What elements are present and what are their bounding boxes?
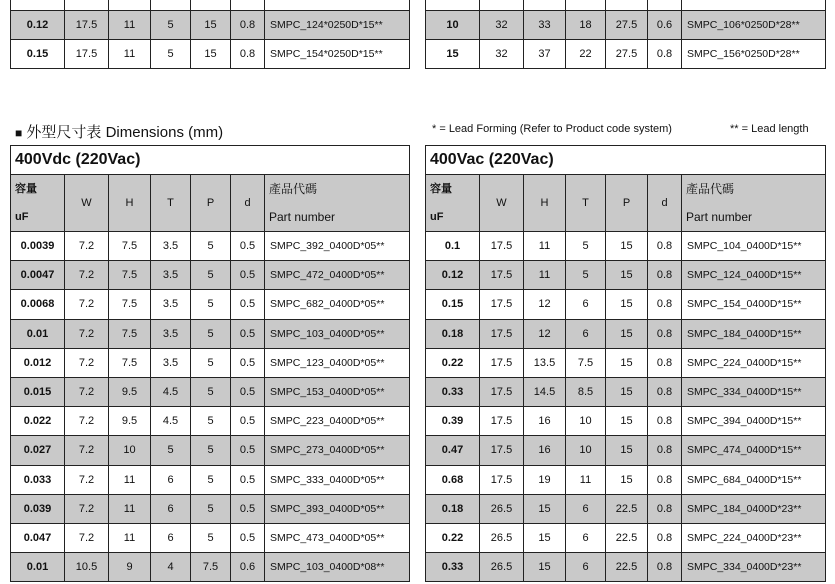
cell-h: 9 — [109, 553, 151, 582]
cell-d: 0.8 — [231, 11, 265, 40]
cell-p: 15 — [606, 407, 648, 436]
cell-t: 6 — [566, 319, 606, 348]
cell-w: 7.2 — [65, 436, 109, 465]
table-row — [426, 436, 826, 465]
table-header-row — [11, 175, 410, 232]
cell-d: 0.5 — [231, 494, 265, 523]
table-row — [11, 319, 410, 348]
header-part-number: 產品代碼 Part number — [682, 175, 826, 232]
cell-capacity: 0.01 — [11, 319, 65, 348]
cell-t: 18 — [566, 11, 606, 40]
cell-w: 17.5 — [480, 261, 524, 290]
cell-part-number: SMPC_473_0400D*05** — [265, 523, 410, 552]
cell-capacity: 0.022 — [11, 407, 65, 436]
table-row — [426, 261, 826, 290]
table-row — [426, 494, 826, 523]
cell-capacity: 0.15 — [426, 290, 480, 319]
cell-p: 15 — [606, 261, 648, 290]
cell-w: 17.5 — [480, 290, 524, 319]
header-d: d — [648, 175, 682, 232]
table-row — [426, 0, 826, 11]
cell-w: 7.2 — [65, 261, 109, 290]
cell-w: 17.5 — [480, 465, 524, 494]
cell-p: 15 — [606, 290, 648, 319]
cell-capacity: 0.015 — [11, 377, 65, 406]
table-header-row — [426, 175, 826, 232]
table-row — [11, 407, 410, 436]
cell-h: 11 — [524, 261, 566, 290]
table-row — [11, 290, 410, 319]
table-row — [426, 40, 826, 69]
cell-h: 15 — [524, 553, 566, 582]
cell-t: 3.5 — [151, 319, 191, 348]
cell-capacity: 0.039 — [11, 494, 65, 523]
table-row — [11, 553, 410, 582]
left-table-body — [11, 175, 410, 582]
cell-w: 17.5 — [480, 407, 524, 436]
cell-w: 10.5 — [65, 553, 109, 582]
cell-t: 6 — [566, 553, 606, 582]
cell-part-number: SMPC_103_0400D*05** — [265, 319, 410, 348]
cell-h: 15 — [524, 523, 566, 552]
cell-h: 7.5 — [109, 261, 151, 290]
cell-t: 6 — [151, 494, 191, 523]
cell-h: 11 — [524, 232, 566, 261]
table-row — [11, 348, 410, 377]
cell-t: 5 — [151, 436, 191, 465]
cell-d: 0.8 — [648, 436, 682, 465]
section-title: 外型尺寸表 Dimensions (mm) — [26, 124, 224, 141]
cell-d: 0.8 — [648, 232, 682, 261]
cell-t: 8.5 — [566, 377, 606, 406]
header-w: W — [480, 175, 524, 232]
cell-w: 26.5 — [480, 553, 524, 582]
cell-part-number: SMPC_224_0400D*23** — [682, 523, 826, 552]
cell-capacity: 0.47 — [426, 436, 480, 465]
cell-p: 5 — [191, 377, 231, 406]
cell-capacity: 0.33 — [426, 553, 480, 582]
cell-p: 5 — [191, 261, 231, 290]
cell-d: 0.5 — [231, 436, 265, 465]
cell-t: 10 — [566, 436, 606, 465]
header-t: T — [151, 175, 191, 232]
cell-d: 0.5 — [231, 261, 265, 290]
cell-t: 6 — [151, 465, 191, 494]
cell-d: 0.8 — [648, 261, 682, 290]
cell-part-number: SMPC_472_0400D*05** — [265, 261, 410, 290]
table-row — [11, 232, 410, 261]
cell-w: 32 — [480, 40, 524, 69]
cell-p: 15 — [606, 436, 648, 465]
cell-d: 0.8 — [648, 290, 682, 319]
cell-h: 12 — [524, 319, 566, 348]
cell-d: 0.6 — [231, 553, 265, 582]
cell-p: 5 — [191, 348, 231, 377]
cell-d: 0.5 — [231, 290, 265, 319]
cell-p: 15 — [191, 11, 231, 40]
cell-part-number: SMPC_184_0400D*23** — [682, 494, 826, 523]
cell-d: 0.8 — [648, 407, 682, 436]
cell-h: 11 — [109, 11, 151, 40]
cell-w: 7.2 — [65, 319, 109, 348]
cell-h: 37 — [524, 40, 566, 69]
cell-capacity: 0.22 — [426, 523, 480, 552]
header-capacity: 容量 uF — [11, 175, 65, 232]
cell-part-number: SMPC_334_0400D*15** — [682, 377, 826, 406]
cell-w: 7.2 — [65, 407, 109, 436]
cell-part-number: SMPC_474_0400D*15** — [682, 436, 826, 465]
cell-capacity: 0.047 — [11, 523, 65, 552]
cell-t: 22 — [566, 40, 606, 69]
left-dimensions-table — [10, 174, 410, 582]
cell-part-number: SMPC_224_0400D*15** — [682, 348, 826, 377]
left-table-title: 400Vdc (220Vac) — [10, 145, 410, 175]
cell-d: 0.8 — [648, 40, 682, 69]
cell-capacity: 0.01 — [11, 553, 65, 582]
cell-h: 13.5 — [524, 348, 566, 377]
table-row — [11, 261, 410, 290]
cell-w: 7.2 — [65, 290, 109, 319]
table-row — [11, 40, 410, 69]
cell-capacity: 0.12 — [426, 261, 480, 290]
cell-part-number: SMPC_184_0400D*15** — [682, 319, 826, 348]
cell-part-number: SMPC_153_0400D*05** — [265, 377, 410, 406]
cell-capacity: 0.033 — [11, 465, 65, 494]
cell-h: 11 — [109, 465, 151, 494]
cell-w: 17.5 — [480, 377, 524, 406]
cell-t: 6 — [151, 523, 191, 552]
cell-t: 7.5 — [566, 348, 606, 377]
table-row — [426, 377, 826, 406]
cell-w: 7.2 — [65, 348, 109, 377]
cell-p: 5 — [191, 232, 231, 261]
cell-t: 3.5 — [151, 290, 191, 319]
cell-p: 15 — [606, 319, 648, 348]
header-p: P — [606, 175, 648, 232]
cell-w: 7.2 — [65, 377, 109, 406]
cell-p: 15 — [606, 377, 648, 406]
cell-d: 0.8 — [648, 319, 682, 348]
cell-capacity: 0.12 — [11, 11, 65, 40]
cell-part-number: SMPC_392_0400D*05** — [265, 232, 410, 261]
cell-t: 4 — [151, 553, 191, 582]
cell-capacity: 0.68 — [426, 465, 480, 494]
cell-h: 14.5 — [524, 377, 566, 406]
cell-h: 16 — [524, 436, 566, 465]
top-right-table — [425, 0, 826, 69]
cell-h: 9.5 — [109, 377, 151, 406]
cell-p: 5 — [191, 290, 231, 319]
cell-d: 0.5 — [231, 232, 265, 261]
cell-d: 0.5 — [231, 348, 265, 377]
cell-t: 10 — [566, 407, 606, 436]
cell-part-number: SMPC_684_0400D*15** — [682, 465, 826, 494]
cell-d: 0.6 — [648, 11, 682, 40]
cell-d: 0.8 — [648, 348, 682, 377]
cell-capacity: 15 — [426, 40, 480, 69]
cell-w: 17.5 — [480, 319, 524, 348]
cell-d: 0.8 — [648, 494, 682, 523]
cell-d: 0.5 — [231, 523, 265, 552]
cell-h: 7.5 — [109, 348, 151, 377]
cell-h: 19 — [524, 465, 566, 494]
cell-part-number: SMPC_682_0400D*05** — [265, 290, 410, 319]
cell-t: 5 — [151, 40, 191, 69]
cell-capacity: 0.22 — [426, 348, 480, 377]
cell-capacity: 10 — [426, 11, 480, 40]
cell-w: 17.5 — [480, 348, 524, 377]
table-row — [426, 319, 826, 348]
cell-part-number: SMPC_223_0400D*05** — [265, 407, 410, 436]
header-t: T — [566, 175, 606, 232]
cell-t: 5 — [566, 232, 606, 261]
cell-w: 26.5 — [480, 494, 524, 523]
cell-t: 5 — [151, 11, 191, 40]
cell-part-number: SMPC_106*0250D*28** — [682, 11, 826, 40]
cell-p: 5 — [191, 494, 231, 523]
cell-d: 0.8 — [231, 40, 265, 69]
cell-h: 11 — [109, 523, 151, 552]
cell-t: 5 — [566, 261, 606, 290]
cell-capacity: 0.027 — [11, 436, 65, 465]
table-row — [11, 465, 410, 494]
cell-p: 5 — [191, 436, 231, 465]
cell-w: 17.5 — [480, 232, 524, 261]
cell-h: 9.5 — [109, 407, 151, 436]
cell-d: 0.8 — [648, 523, 682, 552]
cell-capacity: 0.39 — [426, 407, 480, 436]
cell-h: 12 — [524, 290, 566, 319]
cell-w: 7.2 — [65, 465, 109, 494]
top-left-body — [11, 0, 410, 69]
cell-capacity: 0.18 — [426, 494, 480, 523]
table-row — [426, 553, 826, 582]
cell-d: 0.8 — [648, 377, 682, 406]
header-w: W — [65, 175, 109, 232]
cell-h: 15 — [524, 494, 566, 523]
cell-p: 22.5 — [606, 523, 648, 552]
cell-p: 15 — [191, 40, 231, 69]
cell-d: 0.5 — [231, 377, 265, 406]
cell-t: 11 — [566, 465, 606, 494]
cell-p: 5 — [191, 465, 231, 494]
cell-p: 15 — [606, 348, 648, 377]
cell-w: 26.5 — [480, 523, 524, 552]
table-row — [11, 494, 410, 523]
cell-capacity: 0.0047 — [11, 261, 65, 290]
cell-h: 10 — [109, 436, 151, 465]
table-row — [426, 290, 826, 319]
cell-d: 0.5 — [231, 465, 265, 494]
table-row — [426, 465, 826, 494]
cell-h: 7.5 — [109, 290, 151, 319]
cell-w: 17.5 — [480, 436, 524, 465]
cell-capacity: 0.33 — [426, 377, 480, 406]
cell-t: 6 — [566, 523, 606, 552]
right-dimensions-table — [425, 174, 826, 582]
cell-t: 4.5 — [151, 407, 191, 436]
cell-part-number: SMPC_103_0400D*08** — [265, 553, 410, 582]
cell-p: 27.5 — [606, 40, 648, 69]
cell-part-number: SMPC_394_0400D*15** — [682, 407, 826, 436]
right-table-title: 400Vac (220Vac) — [425, 145, 826, 175]
table-row — [11, 377, 410, 406]
header-h: H — [524, 175, 566, 232]
cell-part-number: SMPC_124*0250D*15** — [265, 11, 410, 40]
cell-h: 11 — [109, 40, 151, 69]
cell-capacity: 0.15 — [11, 40, 65, 69]
cell-d: 0.5 — [231, 407, 265, 436]
header-part-number: 產品代碼 Part number — [265, 175, 410, 232]
cell-t: 6 — [566, 494, 606, 523]
section-heading — [15, 121, 223, 142]
cell-w: 32 — [480, 11, 524, 40]
cell-d: 0.5 — [231, 319, 265, 348]
cell-part-number: SMPC_273_0400D*05** — [265, 436, 410, 465]
cell-p: 15 — [606, 232, 648, 261]
cell-t: 4.5 — [151, 377, 191, 406]
cell-capacity: 0.18 — [426, 319, 480, 348]
cell-t: 3.5 — [151, 348, 191, 377]
header-capacity: 容量 uF — [426, 175, 480, 232]
lead-length-note: ** = Lead length — [730, 123, 809, 135]
table-row — [426, 232, 826, 261]
cell-w: 7.2 — [65, 232, 109, 261]
table-row — [11, 523, 410, 552]
cell-t: 3.5 — [151, 261, 191, 290]
cell-w: 7.2 — [65, 494, 109, 523]
cell-h: 7.5 — [109, 232, 151, 261]
table-row — [426, 11, 826, 40]
cell-w: 17.5 — [65, 40, 109, 69]
bullet-square-icon: ■ — [15, 126, 23, 140]
table-row — [11, 0, 410, 11]
cell-p: 22.5 — [606, 553, 648, 582]
cell-p: 5 — [191, 319, 231, 348]
cell-h: 7.5 — [109, 319, 151, 348]
cell-w: 7.2 — [65, 523, 109, 552]
cell-p: 22.5 — [606, 494, 648, 523]
right-table-body — [426, 175, 826, 582]
cell-p: 7.5 — [191, 553, 231, 582]
table-row — [11, 11, 410, 40]
header-d: d — [231, 175, 265, 232]
table-row — [11, 436, 410, 465]
cell-h: 11 — [109, 494, 151, 523]
top-right-body — [426, 0, 826, 69]
cell-part-number: SMPC_156*0250D*28** — [682, 40, 826, 69]
cell-capacity: 0.1 — [426, 232, 480, 261]
cell-p: 5 — [191, 407, 231, 436]
cell-d: 0.8 — [648, 465, 682, 494]
cell-part-number: SMPC_333_0400D*05** — [265, 465, 410, 494]
cell-d: 0.8 — [648, 553, 682, 582]
cell-w: 17.5 — [65, 11, 109, 40]
cell-capacity: 0.0068 — [11, 290, 65, 319]
cell-h: 33 — [524, 11, 566, 40]
header-h: H — [109, 175, 151, 232]
cell-capacity: 0.0039 — [11, 232, 65, 261]
cell-p: 15 — [606, 465, 648, 494]
lead-forming-note: * = Lead Forming (Refer to Product code system) — [432, 123, 672, 135]
cell-part-number: SMPC_124_0400D*15** — [682, 261, 826, 290]
top-left-table — [10, 0, 410, 69]
cell-h: 16 — [524, 407, 566, 436]
table-row — [426, 523, 826, 552]
cell-part-number: SMPC_123_0400D*05** — [265, 348, 410, 377]
cell-t: 6 — [566, 290, 606, 319]
header-p: P — [191, 175, 231, 232]
cell-part-number: SMPC_154*0250D*15** — [265, 40, 410, 69]
cell-part-number: SMPC_154_0400D*15** — [682, 290, 826, 319]
cell-p: 27.5 — [606, 11, 648, 40]
table-row — [426, 407, 826, 436]
cell-part-number: SMPC_104_0400D*15** — [682, 232, 826, 261]
cell-part-number: SMPC_393_0400D*05** — [265, 494, 410, 523]
cell-part-number: SMPC_334_0400D*23** — [682, 553, 826, 582]
cell-t: 3.5 — [151, 232, 191, 261]
cell-capacity: 0.012 — [11, 348, 65, 377]
cell-p: 5 — [191, 523, 231, 552]
table-row — [426, 348, 826, 377]
